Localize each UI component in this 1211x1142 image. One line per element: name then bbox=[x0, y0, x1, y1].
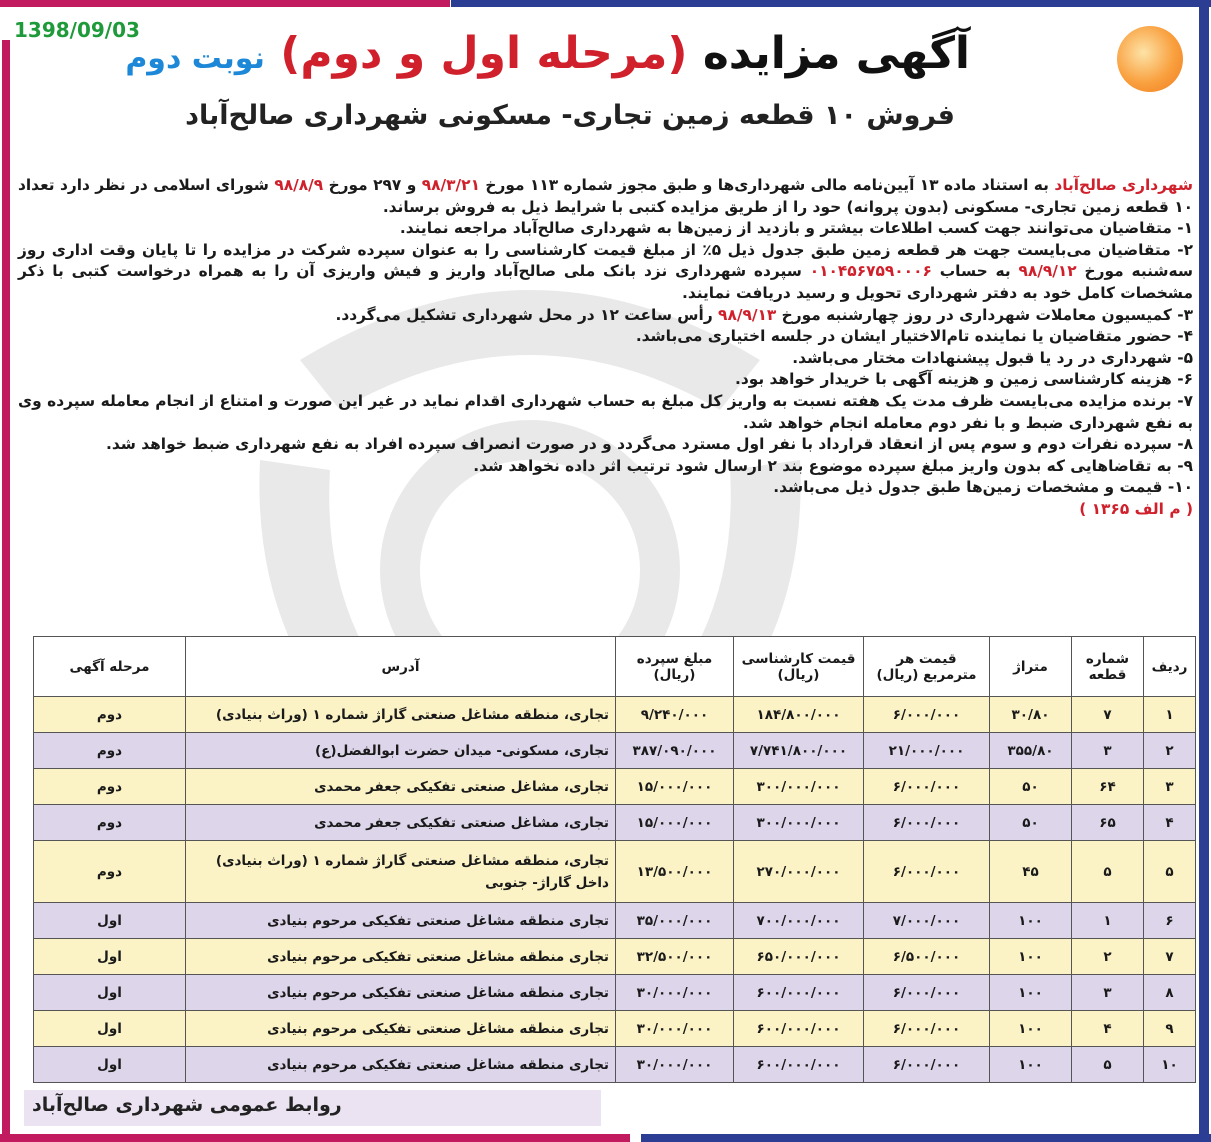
cell-stage: دوم bbox=[34, 697, 186, 733]
intro-paragraph bbox=[18, 175, 1193, 218]
cell-expert-price: ۶۰۰/۰۰۰/۰۰۰ bbox=[734, 1011, 864, 1047]
cell-deposit: ۹/۲۴۰/۰۰۰ bbox=[616, 697, 734, 733]
cell-unit-price: ۶/۰۰۰/۰۰۰ bbox=[864, 975, 990, 1011]
cell-expert-price: ۶۵۰/۰۰۰/۰۰۰ bbox=[734, 939, 864, 975]
cell-parcel-number: ۶۴ bbox=[1072, 769, 1144, 805]
cell-expert-price: ۶۰۰/۰۰۰/۰۰۰ bbox=[734, 1047, 864, 1083]
bottom-frame-bar bbox=[0, 1134, 1211, 1142]
clause-2-date: ۹۸/۹/۱۲ bbox=[1018, 262, 1077, 281]
cell-unit-price: ۶/۵۰۰/۰۰۰ bbox=[864, 939, 990, 975]
intro-date-2: ۹۸/۸/۹ bbox=[274, 176, 324, 194]
cell-expert-price: ۷/۷۴۱/۸۰۰/۰۰۰ bbox=[734, 733, 864, 769]
cell-unit-price: ۶/۰۰۰/۰۰۰ bbox=[864, 1011, 990, 1047]
header-expert-price: قیمت کارشناسی (ریال) bbox=[734, 637, 864, 697]
table-row bbox=[34, 1011, 1196, 1047]
table-header-row bbox=[34, 637, 1196, 697]
cell-parcel-number: ۱ bbox=[1072, 903, 1144, 939]
cell-row-number: ۵ bbox=[1144, 841, 1196, 903]
cell-address: تجاری، مسکونی- میدان حضرت ابوالفضل(ع) bbox=[186, 733, 616, 769]
cell-area: ۱۰۰ bbox=[990, 903, 1072, 939]
footer-text: روابط عمومی شهرداری صالح‌آباد bbox=[32, 1094, 342, 1116]
cell-stage: اول bbox=[34, 939, 186, 975]
cell-unit-price: ۶/۰۰۰/۰۰۰ bbox=[864, 697, 990, 733]
table-row bbox=[34, 1047, 1196, 1083]
top-bar-blue bbox=[451, 0, 1211, 7]
clause-2-part-c: سپرده شهرداری نزد بانک ملی صالح‌آباد واریز و فیش واریزی آن را به همراه درخواست کتبی با ذکر مشخصات کامل خود به دفتر شهرداری تحویل و رسید دریافت نمایند. bbox=[18, 262, 1193, 302]
header-row-number: ردیف bbox=[1144, 637, 1196, 697]
cell-area: ۵۰ bbox=[990, 805, 1072, 841]
table-row bbox=[34, 733, 1196, 769]
header-deposit: مبلغ سپرده (ریال) bbox=[616, 637, 734, 697]
cell-stage: دوم bbox=[34, 769, 186, 805]
left-frame-bar bbox=[2, 40, 10, 1142]
cell-address: تجاری، منطقه مشاغل صنعتی گاراژ شماره ۱ (وراث بنیادی) bbox=[186, 697, 616, 733]
cell-expert-price: ۲۷۰/۰۰۰/۰۰۰ bbox=[734, 841, 864, 903]
cell-deposit: ۱۳/۵۰۰/۰۰۰ bbox=[616, 841, 734, 903]
cell-area: ۱۰۰ bbox=[990, 1047, 1072, 1083]
table-row bbox=[34, 769, 1196, 805]
cell-parcel-number: ۲ bbox=[1072, 939, 1144, 975]
header-unit-price: قیمت هر مترمربع (ریال) bbox=[864, 637, 990, 697]
clause-3 bbox=[18, 305, 1193, 327]
clause-8: ۸- سپرده نفرات دوم و سوم پس از انعقاد قرارداد با نفر اول مسترد می‌گردد و در صورت انصراف سپرده افراد به نفع شهرداری ضبط خواهد شد. bbox=[106, 435, 1193, 454]
reference-code: ( م الف ۱۳۶۵ ) bbox=[1079, 499, 1193, 518]
cell-row-number: ۷ bbox=[1144, 939, 1196, 975]
cell-stage: اول bbox=[34, 903, 186, 939]
intro-part-1: به استناد ماده ۱۳ آیین‌نامه مالی شهرداری‌ها و طبق مجوز شماره ۱۱۳ مورخ bbox=[479, 176, 1055, 194]
table-row bbox=[34, 939, 1196, 975]
cell-parcel-number: ۷ bbox=[1072, 697, 1144, 733]
cell-address: تجاری منطقه مشاغل صنعتی تفکیکی مرحوم بنیادی bbox=[186, 939, 616, 975]
cell-area: ۱۰۰ bbox=[990, 975, 1072, 1011]
cell-deposit: ۳۰/۰۰۰/۰۰۰ bbox=[616, 1047, 734, 1083]
cell-expert-price: ۶۰۰/۰۰۰/۰۰۰ bbox=[734, 975, 864, 1011]
clause-9: ۹- به تقاضاهایی که بدون واریز مبلغ سپرده موضوع بند ۲ ارسال شود ترتیب اثر داده نخواهد شد. bbox=[473, 456, 1193, 475]
title-stage: (مرحله اول و دوم) bbox=[280, 28, 688, 79]
table-row bbox=[34, 697, 1196, 733]
clause-7: ۷- برنده مزایده می‌بایست ظرف مدت یک هفته نسبت به واریز کل مبلغ به حساب شهرداری اقدام نماید در غیر این صورت و امتناع از انجام معامله سپرده وی به نفع شهرداری ضبط و با نفر دوم معامله انجام خواهد شد. bbox=[18, 391, 1193, 432]
table-row bbox=[34, 975, 1196, 1011]
cell-row-number: ۱۰ bbox=[1144, 1047, 1196, 1083]
cell-row-number: ۱ bbox=[1144, 697, 1196, 733]
cell-expert-price: ۳۰۰/۰۰۰/۰۰۰ bbox=[734, 805, 864, 841]
auction-table bbox=[33, 636, 1196, 1083]
clause-3-date: ۹۸/۹/۱۳ bbox=[718, 305, 777, 324]
clause-2-part-b: به حساب bbox=[931, 262, 1019, 281]
intro-org: شهرداری صالح‌آباد bbox=[1054, 176, 1193, 194]
header-stage: مرحله آگهی bbox=[34, 637, 186, 697]
bottom-bar-blue bbox=[641, 1134, 1211, 1142]
cell-row-number: ۳ bbox=[1144, 769, 1196, 805]
header-area: متراژ bbox=[990, 637, 1072, 697]
cell-address: تجاری منطقه مشاغل صنعتی تفکیکی مرحوم بنیادی bbox=[186, 1011, 616, 1047]
cell-deposit: ۱۵/۰۰۰/۰۰۰ bbox=[616, 769, 734, 805]
table-row bbox=[34, 805, 1196, 841]
cell-row-number: ۹ bbox=[1144, 1011, 1196, 1047]
cell-deposit: ۳۰/۰۰۰/۰۰۰ bbox=[616, 1011, 734, 1047]
top-bar-magenta bbox=[0, 0, 450, 7]
cell-address: تجاری منطقه مشاغل صنعتی تفکیکی مرحوم بنیادی bbox=[186, 1047, 616, 1083]
cell-expert-price: ۱۸۴/۸۰۰/۰۰۰ bbox=[734, 697, 864, 733]
cell-area: ۵۰ bbox=[990, 769, 1072, 805]
cell-stage: دوم bbox=[34, 805, 186, 841]
cell-stage: دوم bbox=[34, 841, 186, 903]
clause-3-part-a: ۳- کمیسیون معاملات شهرداری در روز چهارشنبه مورخ bbox=[776, 305, 1193, 324]
cell-unit-price: ۶/۰۰۰/۰۰۰ bbox=[864, 841, 990, 903]
intro-date-1: ۹۸/۳/۲۱ bbox=[421, 176, 480, 194]
cell-row-number: ۴ bbox=[1144, 805, 1196, 841]
clause-4: ۴- حضور متقاضیان یا نماینده تام‌الاختیار ایشان در جلسه اختیاری می‌باشد. bbox=[635, 327, 1193, 346]
cell-area: ۴۵ bbox=[990, 841, 1072, 903]
cell-parcel-number: ۳ bbox=[1072, 975, 1144, 1011]
title-main: آگهی مزایده bbox=[702, 28, 970, 79]
cell-parcel-number: ۳ bbox=[1072, 733, 1144, 769]
top-frame-bar bbox=[0, 0, 1211, 14]
cell-unit-price: ۷/۰۰۰/۰۰۰ bbox=[864, 903, 990, 939]
notice-body bbox=[18, 175, 1193, 521]
right-frame-bar bbox=[1199, 0, 1209, 1142]
clause-2-part-a: ۲- متقاضیان می‌بایست جهت هر قطعه زمین طبق جدول ذیل ۵٪ از مبلغ قیمت کارشناسی را به عنوان سپرده شرکت در مزایده را تا پایان وقت اداری روز سه‌شنبه مورخ bbox=[18, 240, 1194, 281]
clause-5: ۵- شهرداری در رد یا قبول پیشنهادات مختار می‌باشد. bbox=[792, 348, 1193, 367]
cell-unit-price: ۲۱/۰۰۰/۰۰۰ bbox=[864, 733, 990, 769]
clause-10: ۱۰- قیمت و مشخصات زمین‌ها طبق جدول ذیل می‌باشد. bbox=[773, 478, 1193, 497]
clause-1: ۱- متقاضیان می‌توانند جهت کسب اطلاعات بیشتر و بازدید از زمین‌ها به شهرداری صالح‌آباد مراجعه نمایند. bbox=[399, 219, 1193, 238]
cell-deposit: ۱۵/۰۰۰/۰۰۰ bbox=[616, 805, 734, 841]
cell-row-number: ۲ bbox=[1144, 733, 1196, 769]
cell-row-number: ۸ bbox=[1144, 975, 1196, 1011]
table-row bbox=[34, 903, 1196, 939]
header-address: آدرس bbox=[186, 637, 616, 697]
cell-stage: دوم bbox=[34, 733, 186, 769]
cell-parcel-number: ۶۵ bbox=[1072, 805, 1144, 841]
cell-stage: اول bbox=[34, 1047, 186, 1083]
cell-deposit: ۳۲/۵۰۰/۰۰۰ bbox=[616, 939, 734, 975]
cell-parcel-number: ۵ bbox=[1072, 841, 1144, 903]
notice-title bbox=[125, 28, 970, 79]
cell-deposit: ۳۸۷/۰۹۰/۰۰۰ bbox=[616, 733, 734, 769]
header-parcel-number: شماره قطعه bbox=[1072, 637, 1144, 697]
sun-icon bbox=[1117, 26, 1183, 92]
cell-parcel-number: ۴ bbox=[1072, 1011, 1144, 1047]
cell-unit-price: ۶/۰۰۰/۰۰۰ bbox=[864, 769, 990, 805]
cell-address: تجاری، منطقه مشاغل صنعتی گاراژ شماره ۱ (وراث بنیادی) داخل گاراژ- جنوبی bbox=[186, 841, 616, 903]
cell-area: ۳۰/۸۰ bbox=[990, 697, 1072, 733]
date-stamp: 1398/09/03 bbox=[14, 18, 140, 42]
cell-unit-price: ۶/۰۰۰/۰۰۰ bbox=[864, 1047, 990, 1083]
cell-unit-price: ۶/۰۰۰/۰۰۰ bbox=[864, 805, 990, 841]
cell-expert-price: ۳۰۰/۰۰۰/۰۰۰ bbox=[734, 769, 864, 805]
bottom-bar-magenta bbox=[0, 1134, 630, 1142]
clause-3-part-b: رأس ساعت ۱۲ در محل شهرداری تشکیل می‌گردد. bbox=[335, 305, 719, 324]
cell-stage: اول bbox=[34, 975, 186, 1011]
cell-deposit: ۳۵/۰۰۰/۰۰۰ bbox=[616, 903, 734, 939]
clause-6: ۶- هزینه کارشناسی زمین و هزینه آگهی با خریدار خواهد بود. bbox=[735, 370, 1193, 389]
cell-area: ۱۰۰ bbox=[990, 1011, 1072, 1047]
cell-stage: اول bbox=[34, 1011, 186, 1047]
cell-expert-price: ۷۰۰/۰۰۰/۰۰۰ bbox=[734, 903, 864, 939]
notice-subtitle: فروش ۱۰ قطعه زمین تجاری- مسکونی شهرداری صالح‌آباد bbox=[185, 100, 955, 131]
cell-area: ۱۰۰ bbox=[990, 939, 1072, 975]
clause-2 bbox=[18, 240, 1193, 305]
intro-part-3: شورای اسلامی در نظر دارد تعداد ۱۰ قطعه زمین تجاری- مسکونی (بدون پروانه) حود را از طریق مزایده کتبی با شرایط ذیل به فروش برساند. bbox=[18, 176, 1193, 216]
cell-parcel-number: ۵ bbox=[1072, 1047, 1144, 1083]
cell-address: تجاری منطقه مشاغل صنعتی تفکیکی مرحوم بنیادی bbox=[186, 975, 616, 1011]
footer-public-relations bbox=[18, 1090, 601, 1126]
cell-address: تجاری منطقه مشاغل صنعتی تفکیکی مرحوم بنیادی bbox=[186, 903, 616, 939]
intro-part-2: و ۲۹۷ مورخ bbox=[323, 176, 422, 194]
title-turn: نوبت دوم bbox=[125, 41, 265, 76]
cell-address: تجاری، مشاغل صنعتی تفکیکی جعفر محمدی bbox=[186, 805, 616, 841]
cell-area: ۳۵۵/۸۰ bbox=[990, 733, 1072, 769]
clause-2-account: ۰۱۰۴۵۶۷۵۹۰۰۰۶ bbox=[809, 262, 932, 281]
cell-address: تجاری، مشاغل صنعتی تفکیکی جعفر محمدی bbox=[186, 769, 616, 805]
cell-row-number: ۶ bbox=[1144, 903, 1196, 939]
cell-deposit: ۳۰/۰۰۰/۰۰۰ bbox=[616, 975, 734, 1011]
table-row bbox=[34, 841, 1196, 903]
